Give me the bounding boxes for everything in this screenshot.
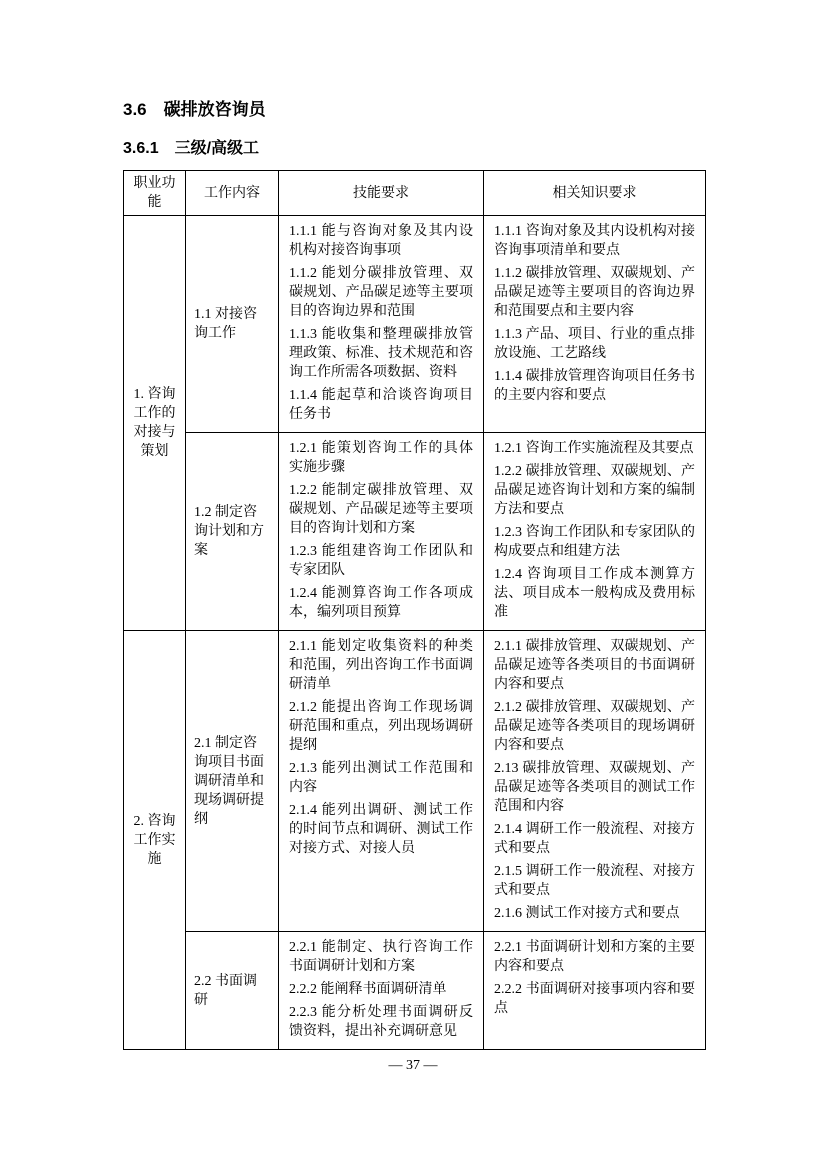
skills-cell-2-2: [279, 932, 484, 1050]
table-header-row: [124, 171, 706, 216]
knowledge-cell-1-1: [484, 216, 706, 433]
skills-cell-1-2: [279, 433, 484, 631]
table-row: [124, 216, 706, 433]
header-work-content: 工作内容: [186, 171, 279, 216]
skill-item: 1.1.1 能与咨询对象及其内设机构对接咨询事项: [289, 224, 473, 258]
skill-item: 2.2.1 能制定、执行咨询工作书面调研计划和方案: [289, 940, 473, 974]
subsection-heading: 3.6.1 三级/高级工: [123, 140, 260, 157]
knowledge-item: 1.1.4 碳排放管理咨询项目任务书的主要内容和要点: [494, 369, 695, 403]
document-page-content: [123, 100, 705, 1050]
knowledge-item: 2.2.2 书面调研对接事项内容和要点: [494, 982, 695, 1016]
work-content-cell-2-2: 2.2 书面调研: [186, 932, 279, 1050]
skill-item: 2.2.3 能分析处理书面调研反馈资料，提出补充调研意见: [289, 1005, 473, 1039]
knowledge-item: 1.2.4 咨询项目工作成本测算方法、项目成本一般构成及费用标准: [494, 567, 695, 620]
occupational-standard-table: [123, 170, 706, 1050]
skill-item: 2.1.4 能列出调研、测试工作的时间节点和调研、测试工作对接方式、对接人员: [289, 803, 473, 856]
skill-item: 1.1.2 能划分碳排放管理、双碳规划、产品碳足迹等主要项目的咨询边界和范围: [289, 266, 473, 319]
knowledge-item: 2.1.5 调研工作一般流程、对接方式和要点: [494, 864, 695, 898]
header-occupational-function: 职业功能: [124, 171, 186, 216]
work-content-cell-1-1: 1.1 对接咨询工作: [186, 216, 279, 433]
knowledge-item: 1.2.2 碳排放管理、双碳规划、产品碳足迹咨询计划和方案的编制方法和要点: [494, 464, 695, 517]
skill-item: 1.2.1 能策划咨询工作的具体实施步骤: [289, 441, 473, 475]
header-skill-requirements: 技能要求: [279, 171, 484, 216]
knowledge-cell-1-2: [484, 433, 706, 631]
knowledge-item: 1.2.3 咨询工作团队和专家团队的构成要点和组建方法: [494, 525, 695, 559]
work-content-cell-2-1: 2.1 制定咨询项目书面调研清单和现场调研提纲: [186, 631, 279, 932]
page-number: — 37 —: [388, 1058, 438, 1073]
skill-item: 1.1.4 能起草和洽谈咨询项目任务书: [289, 388, 473, 422]
knowledge-item: 1.1.3 产品、项目、行业的重点排放设施、工艺路线: [494, 327, 695, 361]
table-row: [124, 631, 706, 932]
function-cell-1: 1. 咨询工作的对接与策划: [124, 216, 186, 631]
table-row: [124, 932, 706, 1050]
work-content-cell-1-2: 1.2 制定咨询计划和方案: [186, 433, 279, 631]
knowledge-item: 2.1.6 测试工作对接方式和要点: [494, 906, 680, 921]
knowledge-item: 1.2.1 咨询工作实施流程及其要点: [494, 441, 694, 456]
knowledge-item: 2.1.2 碳排放管理、双碳规划、产品碳足迹等各类项目的现场调研内容和要点: [494, 700, 695, 753]
knowledge-cell-2-2: [484, 932, 706, 1050]
skill-item: 1.2.4 能测算咨询工作各项成本，编列项目预算: [289, 586, 473, 620]
skill-item: 2.1.3 能列出测试工作范围和内容: [289, 761, 473, 795]
skills-cell-1-1: [279, 216, 484, 433]
skill-item: 1.1.3 能收集和整理碳排放管理政策、标准、技术规范和咨询工作所需各项数据、资料: [289, 327, 473, 380]
knowledge-item: 1.1.2 碳排放管理、双碳规划、产品碳足迹等主要项目的咨询边界和范围要点和主要内容: [494, 266, 695, 319]
skill-item: 2.2.2 能阐释书面调研清单: [289, 982, 447, 997]
knowledge-cell-2-1: [484, 631, 706, 932]
knowledge-item: 2.1.4 调研工作一般流程、对接方式和要点: [494, 822, 695, 856]
skill-item: 1.2.3 能组建咨询工作团队和专家团队: [289, 544, 473, 578]
knowledge-item: 2.13 碳排放管理、双碳规划、产品碳足迹等各类项目的测试工作范围和内容: [494, 761, 695, 814]
table-row: [124, 433, 706, 631]
header-knowledge-requirements: 相关知识要求: [484, 171, 706, 216]
knowledge-item: 2.1.1 碳排放管理、双碳规划、产品碳足迹等各类项目的书面调研内容和要点: [494, 639, 695, 692]
skill-item: 2.1.1 能划定收集资料的种类和范围，列出咨询工作书面调研清单: [289, 639, 473, 692]
skill-item: 1.2.2 能制定碳排放管理、双碳规划、产品碳足迹等主要项目的咨询计划和方案: [289, 483, 473, 536]
knowledge-item: 1.1.1 咨询对象及其内设机构对接咨询事项清单和要点: [494, 224, 695, 258]
skill-item: 2.1.2 能提出咨询工作现场调研范围和重点，列出现场调研提纲: [289, 700, 473, 753]
skills-cell-2-1: [279, 631, 484, 932]
section-heading: 3.6 碳排放咨询员: [123, 100, 266, 119]
knowledge-item: 2.2.1 书面调研计划和方案的主要内容和要点: [494, 940, 695, 974]
function-cell-2: 2. 咨询工作实施: [124, 631, 186, 1050]
